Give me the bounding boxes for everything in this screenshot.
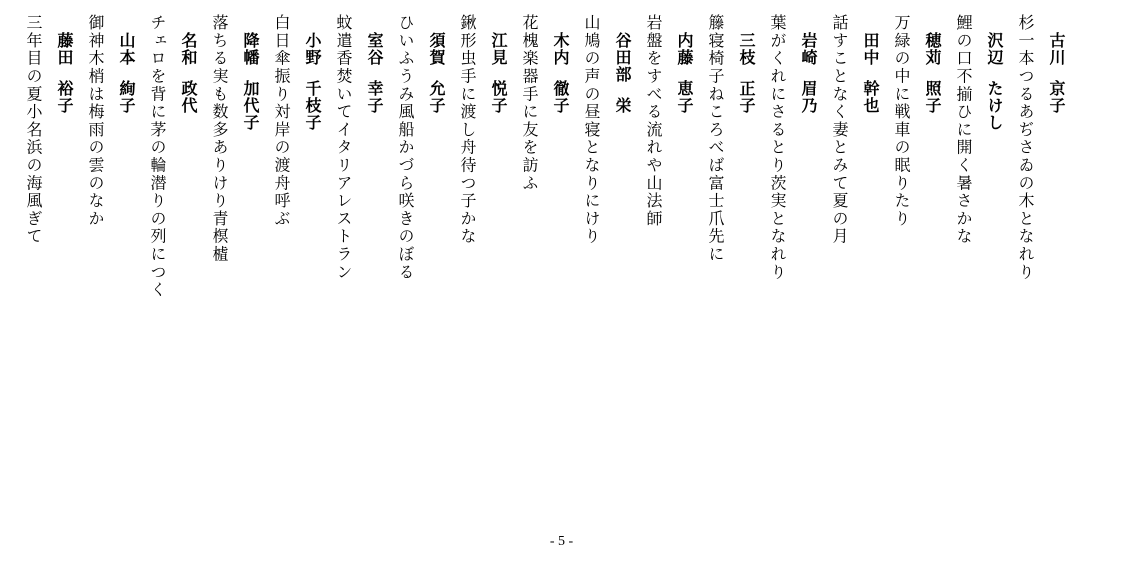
author-given-name: 絢子 <box>117 80 136 114</box>
author-given-name: 京子 <box>1047 80 1066 114</box>
author-family-name: 田中 <box>861 32 880 66</box>
haiku-poem: 万緑の中に戦車の眠りたり <box>892 14 911 228</box>
author-given-name: 眉乃 <box>799 80 818 114</box>
author-family-name: 三枝 <box>737 32 756 66</box>
haiku-poem: 山鳩の声の昼寝となりにけり <box>582 14 601 246</box>
haiku-author <box>1044 14 1064 114</box>
author-family-name: 藤田 <box>55 32 74 66</box>
author-family-name: 須賀 <box>427 32 446 66</box>
haiku-author <box>362 14 382 114</box>
haiku-author <box>238 14 258 131</box>
haiku-entry <box>455 14 517 245</box>
haiku-poem: 岩盤をすべる流れや山法師 <box>644 14 663 228</box>
haiku-author <box>486 14 506 114</box>
author-family-name: 穂苅 <box>923 32 942 66</box>
haiku-entry <box>83 14 145 228</box>
author-given-name: 恵子 <box>675 80 694 114</box>
haiku-poem: 御神木梢は梅雨の雲のなか <box>86 14 105 228</box>
author-given-name: 裕子 <box>55 80 74 114</box>
haiku-author <box>424 14 444 114</box>
author-given-name: 栄 <box>613 97 632 114</box>
author-given-name: 徹子 <box>551 80 570 114</box>
haiku-entry <box>517 14 579 192</box>
author-family-name: 木内 <box>551 32 570 66</box>
haiku-poem: 三年目の夏小名浜の海風ぎて <box>24 14 43 246</box>
haiku-entry <box>145 14 207 299</box>
haiku-entry <box>889 14 951 228</box>
author-given-name: 幹也 <box>861 80 880 114</box>
haiku-list <box>21 14 1075 494</box>
author-family-name: 岩崎 <box>799 32 818 66</box>
haiku-author <box>176 14 196 114</box>
author-family-name: 谷田部 <box>613 32 632 83</box>
haiku-entry <box>393 14 455 281</box>
haiku-author <box>672 14 692 114</box>
author-family-name: 古川 <box>1047 32 1066 66</box>
author-given-name: 加代子 <box>241 80 260 131</box>
haiku-author <box>114 14 134 114</box>
author-family-name: 沢辺 <box>985 32 1004 66</box>
haiku-poem: 葉がくれにさるとり茨実となれり <box>768 14 787 281</box>
page-number: - 5 - <box>549 534 574 549</box>
haiku-author <box>796 14 816 114</box>
haiku-poem: 鯉の口不揃ひに開く暑さかな <box>954 14 973 246</box>
haiku-entry <box>269 14 331 228</box>
haiku-entry <box>951 14 1013 245</box>
haiku-entry <box>207 14 269 263</box>
author-family-name: 小野 <box>303 32 322 66</box>
haiku-entry <box>1013 14 1075 281</box>
author-family-name: 山本 <box>117 32 136 66</box>
author-given-name: 照子 <box>923 80 942 114</box>
haiku-author <box>982 14 1002 131</box>
haiku-poem: チェロを背に茅の輪潜りの列につく <box>148 14 167 299</box>
haiku-author <box>548 14 568 114</box>
haiku-author <box>920 14 940 114</box>
haiku-poem: 杉一本つるあぢさゐの木となれり <box>1016 14 1035 281</box>
author-given-name: 幸子 <box>365 80 384 114</box>
haiku-poem: 落ちる実も数多ありけり青榠樝 <box>210 14 229 264</box>
haiku-author <box>610 14 630 114</box>
haiku-poem: 籐寝椅子ねころべば富士爪先に <box>706 14 725 264</box>
haiku-poem: 花槐楽器手に友を訪ふ <box>520 14 539 192</box>
haiku-entry <box>765 14 827 281</box>
haiku-poem: 蚊遣香焚いてイタリアレストラン <box>334 14 353 281</box>
author-family-name: 名和 <box>179 32 198 66</box>
haiku-author <box>734 14 754 114</box>
haiku-poem: ひいふうみ風船かづら咲きのぼる <box>396 14 415 281</box>
haiku-entry <box>21 14 83 245</box>
haiku-poem: 鍬形虫手に渡し舟待つ子かな <box>458 14 477 246</box>
haiku-author <box>52 14 72 114</box>
haiku-entry <box>641 14 703 228</box>
haiku-entry <box>703 14 765 263</box>
author-family-name: 内藤 <box>675 32 694 66</box>
haiku-poem: 話すことなく妻とみて夏の月 <box>830 14 849 246</box>
haiku-entry <box>827 14 889 245</box>
author-given-name: 千枝子 <box>303 80 322 131</box>
author-given-name: 允子 <box>427 80 446 114</box>
author-family-name: 室谷 <box>365 32 384 66</box>
author-given-name: 悦子 <box>489 80 508 114</box>
author-given-name: たけし <box>985 80 1004 131</box>
haiku-author <box>858 14 878 114</box>
haiku-poem: 白日傘振り対岸の渡舟呼ぶ <box>272 14 291 228</box>
author-given-name: 政代 <box>179 80 198 114</box>
author-given-name: 正子 <box>737 80 756 114</box>
author-family-name: 降幡 <box>241 32 260 66</box>
author-family-name: 江見 <box>489 32 508 66</box>
haiku-author <box>300 14 320 131</box>
haiku-entry <box>331 14 393 281</box>
haiku-entry <box>579 14 641 245</box>
